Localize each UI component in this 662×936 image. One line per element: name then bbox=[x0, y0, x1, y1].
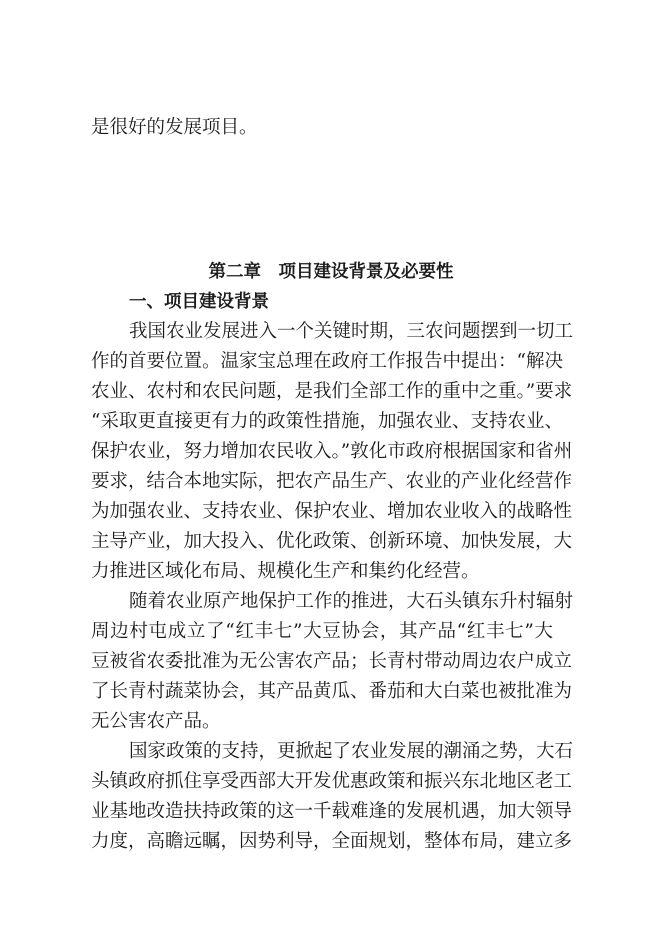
paragraph-line: 农业、农村和农民问题，是我们全部工作的重中之重。”要求 bbox=[91, 381, 573, 402]
paragraph-line: 了长青村蔬菜协会，其产品黄瓜、番茄和大白菜也被批准为 bbox=[91, 681, 573, 702]
chapter-title: 第二章 项目建设背景及必要性 bbox=[208, 262, 454, 282]
section-title: 一、项目建设背景 bbox=[129, 292, 269, 312]
paragraph-line: 主导产业，加大投入、优化政策、创新环境、加快发展，大 bbox=[91, 531, 573, 552]
paragraph-line: 作的首要位置。温家宝总理在政府工作报告中提出：“解决 bbox=[91, 351, 563, 372]
paragraph-line: 周边村屯成立了“红丰七”大豆协会，其产品“红丰七”大 bbox=[91, 621, 553, 642]
paragraph-line: 业基地改造扶持政策的这一千载难逢的发展机遇，加大领导 bbox=[91, 801, 573, 822]
paragraph-line: 力推进区域化布局、规模化生产和集约化经营。 bbox=[91, 561, 480, 582]
paragraph-line: 要求，结合本地实际，把农产品生产、农业的产业化经营作 bbox=[91, 471, 573, 492]
paragraph-line: 力度，高瞻远瞩，因势利导，全面规划，整体布局，建立多 bbox=[91, 831, 573, 852]
paragraph-line: 随着农业原产地保护工作的推进，大石头镇东升村辐射 bbox=[129, 591, 574, 612]
paragraph-line: “采取更直接更有力的政策性措施，加强农业、支持农业、 bbox=[91, 411, 563, 432]
paragraph-line: 保护农业，努力增加农民收入。”敦化市政府根据国家和省州 bbox=[91, 441, 573, 462]
paragraph-line: 无公害农产品。 bbox=[91, 711, 221, 732]
paragraph-line: 豆被省农委批准为无公害农产品；长青村带动周边农户成立 bbox=[91, 651, 573, 672]
paragraph-line: 国家政策的支持，更掀起了农业发展的潮涌之势，大石 bbox=[129, 741, 574, 762]
paragraph-line: 我国农业发展进入一个关键时期，三农问题摆到一切工 bbox=[129, 321, 574, 342]
paragraph-line: 为加强农业、支持农业、保护农业、增加农业收入的战略性 bbox=[91, 501, 573, 522]
intro-line: 是很好的发展项目。 bbox=[91, 117, 258, 138]
paragraph-line: 头镇政府抓住享受西部大开发优惠政策和振兴东北地区老工 bbox=[91, 771, 573, 792]
